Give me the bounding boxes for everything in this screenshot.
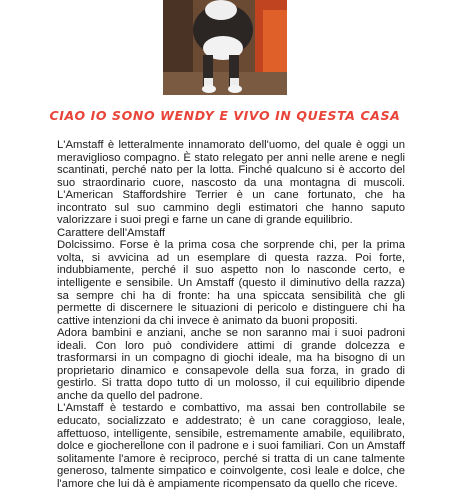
- paragraph-carattere: Dolcissimo. Forse è la prima cosa che sorprende chi, per la prima volta, si avvicina ad un esemplare di questa razza. Poi forte, indubbiamente, perché il suo aspetto non lo nasconde certo, e intelligente e sensibile. Un Amstaff (questo il diminutivo della razza) sa sempre chi ha di fronte: ha una spiccata sensibilità che gli permette di discernere le situazioni di pericolo e distinguere chi ha cattive intenzioni da chi invece è animato da buoni propositi.: [57, 239, 405, 327]
- paragraph-temperamento: L'Amstaff è testardo e combattivo, ma assai ben controllabile se educato, socializzato e addestrato; è un cane coraggioso, leale, affettuoso, intelligente, sensibile, estremamente amabile, equilibrato, dolce e giocherellone con il padrone e i suoi familiari. Con un Amstaff solitamente l'amore è reciproco, perché si tratta di un cane talmente generoso, talmente simpatico e coinvolgente, così leale e dolce, che l'amore che lui dà è ampiamente ricompensato da quello che riceve.: [57, 402, 405, 490]
- paragraph-bambini: Adora bambini e anziani, anche se non saranno mai i suoi padroni ideali. Con loro può condividere attimi di grande dolcezza e trasformarsi in un compagno di giochi ideale, ma ha bisogno di un proprietario dinamico e consapevole della sua forza, in grado di gestirlo. Si tratta dopo tutto di un molosso, il cui equilibrio dipende anche da quello del padrone.: [57, 327, 405, 402]
- paragraph-intro: L'Amstaff è letteralmente innamorato dell'uomo, del quale è oggi un meraviglioso compagno. È stato relegato per anni nelle arene e negli scantinati, perché nato per la lotta. Finché qualcuno si è accorto del suo straordinario cuore, nascosto da una montagna di muscoli. L'American Staffordshire Terrier è un cane fortunato, che ha incontrato sul suo cammino degli estimatori che hanno saputo valorizzare i suoi pregi e farne un cane di grande equilibrio.: [57, 139, 405, 227]
- page-title: CIAO IO SONO WENDY E VIVO IN QUESTA CASA: [49, 108, 401, 123]
- article-body: [57, 139, 405, 490]
- dog-photo: [163, 0, 287, 95]
- section-heading-carattere: Carattere dell'Amstaff: [57, 226, 166, 239]
